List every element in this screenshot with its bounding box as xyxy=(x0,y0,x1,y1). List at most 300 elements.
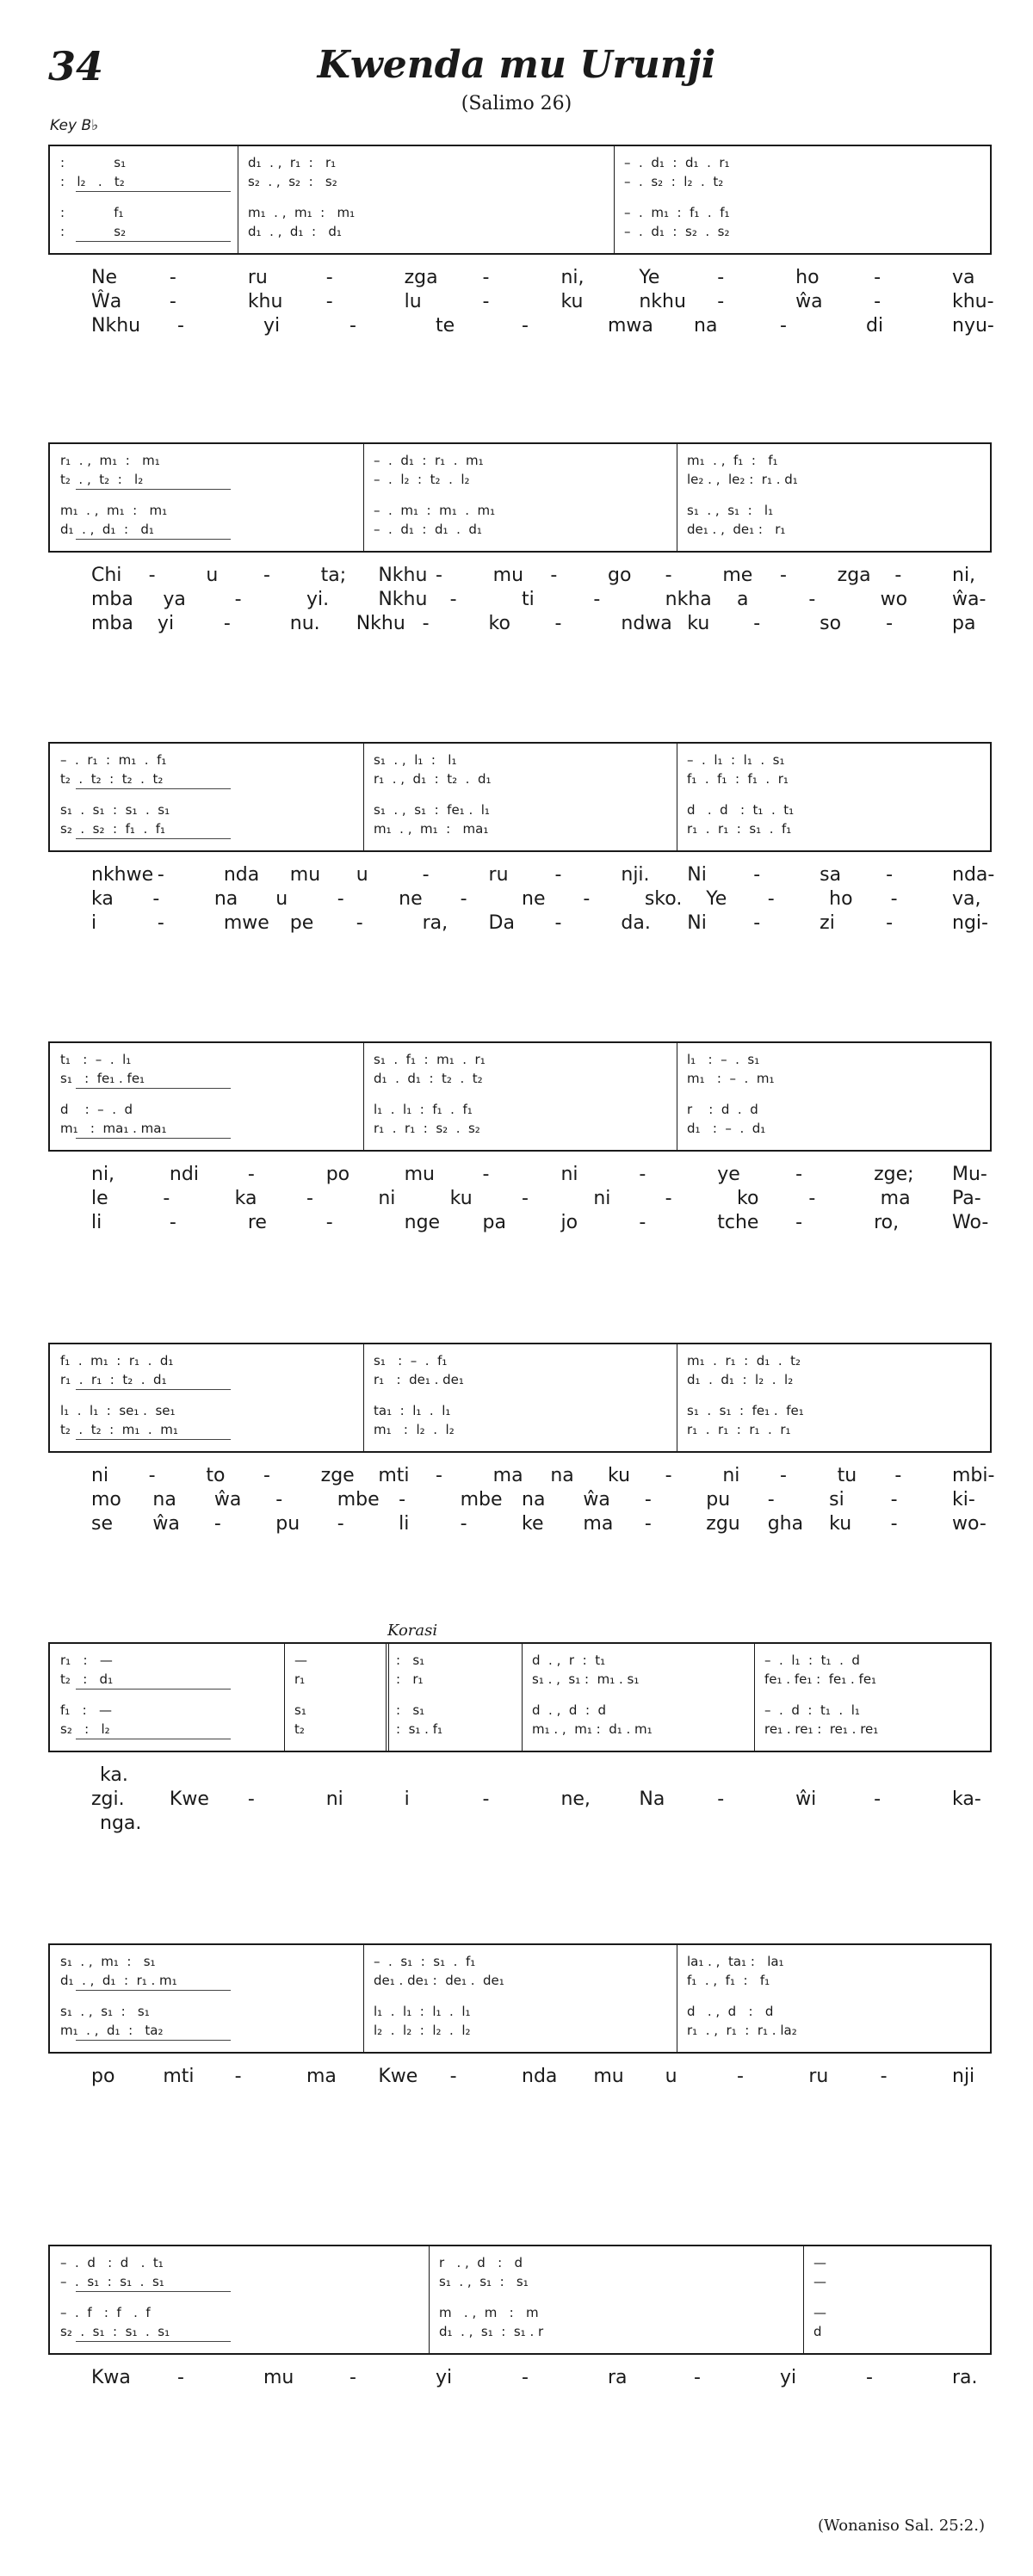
lyric-syllable: yi xyxy=(436,2367,453,2388)
lyric-syllable: ke xyxy=(522,1513,544,1535)
syllable-hyphen: - xyxy=(583,888,591,910)
solfa-staff xyxy=(48,1343,992,1453)
measure-notes: s₁ . f₁ : m₁ . r₁ xyxy=(374,1052,486,1067)
slur-line xyxy=(76,489,231,490)
measure-notes: l₁ . l₁ : l₁ . l₁ xyxy=(374,2004,471,2019)
lyric-syllable: ya xyxy=(163,589,186,610)
lyric-syllable: ŵa xyxy=(583,1489,610,1510)
measure-notes: r . , d : d xyxy=(439,2255,523,2270)
lyric-syllable: ni xyxy=(560,1164,578,1185)
lyric-line xyxy=(48,864,995,888)
lyric-syllable: ra. xyxy=(952,2367,978,2388)
attribution: (Wonaniso Sal. 25:2.) xyxy=(817,2517,985,2535)
lyric-syllable: pa xyxy=(952,613,976,634)
syllable-hyphen: - xyxy=(399,1489,406,1510)
voice-row-tenor xyxy=(50,1702,990,1721)
measure-notes: m₁ : ma₁ . ma₁ xyxy=(60,1121,167,1136)
measure-notes: r₁ : de₁ . de₁ xyxy=(374,1372,464,1387)
lyrics-block xyxy=(48,1465,995,1537)
lyric-syllable: re xyxy=(247,1212,267,1233)
syllable-hyphen: - xyxy=(753,912,761,934)
measure-notes: r₁ . r₁ : r₁ . r₁ xyxy=(687,1422,791,1437)
lyric-syllable: Nkhu xyxy=(91,315,141,337)
measure-notes: s₁ . , l₁ : l₁ xyxy=(374,752,457,768)
solfa-staff xyxy=(48,742,992,852)
voice-row-alto xyxy=(50,472,990,491)
syllable-hyphen: - xyxy=(593,589,601,610)
slur-line xyxy=(76,1138,231,1139)
measure-notes: — xyxy=(813,2305,826,2320)
voice-row-bass xyxy=(50,224,990,243)
measure-notes: : s₁ . f₁ xyxy=(396,1721,443,1737)
measure-notes: r₁ . , m₁ : m₁ xyxy=(60,453,160,468)
measure-notes: le₂ . , le₂ : r₁ . d₁ xyxy=(687,472,798,487)
slur-line xyxy=(76,1990,231,1991)
lyric-syllable: nda xyxy=(522,2066,558,2087)
voice-row-bass xyxy=(50,522,990,541)
measure-notes: de₁ . de₁ : de₁ . de₁ xyxy=(374,1973,504,1988)
key-signature: Key B♭ xyxy=(50,117,99,134)
voice-row-alto xyxy=(50,1671,990,1690)
syllable-hyphen: - xyxy=(482,1788,490,1810)
lyric-syllable: wo- xyxy=(952,1513,987,1535)
measure-notes: s₁ . s₁ : fe₁ . fe₁ xyxy=(687,1403,804,1418)
syllable-hyphen: - xyxy=(795,1164,803,1185)
syllable-hyphen: - xyxy=(665,1188,672,1209)
syllable-hyphen: - xyxy=(223,613,231,634)
measure-notes: – . s₁ : s₁ . f₁ xyxy=(374,1954,476,1969)
measure-notes: s₁ . , s₁ : m₁ . s₁ xyxy=(532,1671,640,1687)
solfa-staff xyxy=(48,2245,992,2355)
syllable-hyphen: - xyxy=(247,1164,255,1185)
slur-line xyxy=(76,1689,231,1690)
lyric-line xyxy=(48,1788,992,1813)
lyric-line xyxy=(48,565,992,589)
measure-notes: – . d₁ : s₂ . s₂ xyxy=(624,224,730,239)
measure-notes: – . d₁ : r₁ . m₁ xyxy=(374,453,484,468)
music-system xyxy=(48,145,992,339)
syllable-hyphen: - xyxy=(717,267,725,288)
syllable-hyphen: - xyxy=(349,315,356,337)
syllable-hyphen: - xyxy=(460,888,467,910)
lyric-syllable: Nkhu xyxy=(378,589,428,610)
solfa-staff xyxy=(48,1642,992,1752)
syllable-hyphen: - xyxy=(808,589,816,610)
measure-notes: d : – . d xyxy=(60,1102,133,1117)
voice-row-soprano xyxy=(50,155,990,174)
syllable-hyphen: - xyxy=(177,315,184,337)
music-system xyxy=(48,742,995,936)
syllable-hyphen: - xyxy=(482,291,490,312)
syllable-hyphen: - xyxy=(169,267,176,288)
measure-notes: – . d : d . t₁ xyxy=(60,2255,164,2270)
lyric-syllable: mu xyxy=(263,2367,294,2388)
measure-notes: s₁ : – . f₁ xyxy=(374,1353,448,1368)
lyric-line xyxy=(48,888,992,912)
lyric-syllable: na xyxy=(213,888,238,910)
measure-notes: – . d₁ : d₁ . d₁ xyxy=(374,522,482,537)
music-system xyxy=(48,1041,992,1236)
solfa-staff xyxy=(48,442,992,553)
slur-line xyxy=(76,241,231,242)
measure-notes: s₂ : l₂ xyxy=(60,1721,110,1737)
lyric-syllable: ni, xyxy=(952,565,976,586)
measure-notes: – . l₂ : t₂ . l₂ xyxy=(374,472,470,487)
lyric-syllable: mbi- xyxy=(952,1465,995,1486)
lyric-syllable: ŵa xyxy=(213,1489,242,1510)
syllable-hyphen: - xyxy=(874,267,881,288)
lyric-syllable: Kwe xyxy=(169,1788,209,1810)
lyric-syllable: pu xyxy=(275,1513,300,1535)
lyric-syllable: ndwa xyxy=(621,613,672,634)
slur-line xyxy=(76,2040,231,2041)
voice-row-bass xyxy=(50,1422,990,1441)
lyric-line xyxy=(48,1164,992,1188)
measure-notes: : r₁ xyxy=(396,1671,424,1687)
measure-notes: : l₂ . t₂ xyxy=(60,174,125,189)
syllable-hyphen: - xyxy=(157,864,164,886)
lyric-syllable: ho xyxy=(829,888,853,910)
slur-line xyxy=(76,788,231,789)
syllable-hyphen: - xyxy=(349,2367,356,2388)
syllable-hyphen: - xyxy=(157,912,164,934)
lyric-syllable: mba xyxy=(91,613,133,634)
measure-notes: ta₁ : l₁ . l₁ xyxy=(374,1403,451,1418)
syllable-hyphen: - xyxy=(890,888,898,910)
lyric-syllable: ra xyxy=(608,2367,628,2388)
lyric-syllable: ku xyxy=(608,1465,631,1486)
measure-notes: – . m₁ : f₁ . f₁ xyxy=(624,205,730,220)
lyric-syllable: mwe xyxy=(223,912,269,934)
measure-notes: d₁ . , d₁ : d₁ xyxy=(248,224,342,239)
lyric-line xyxy=(48,1764,992,1788)
measure-notes: s₁ : fe₁ . fe₁ xyxy=(60,1071,145,1086)
measure-notes: d . , d : d xyxy=(687,2004,774,2019)
measure-notes: m₁ . , m₁ : m₁ xyxy=(60,503,168,518)
syllable-hyphen: - xyxy=(717,1788,725,1810)
measure-notes: t₂ : d₁ xyxy=(60,1671,114,1687)
measure-notes: s₁ . , s₁ : s₁ xyxy=(60,2004,150,2019)
lyrics-block xyxy=(48,1164,992,1236)
lyric-syllable: nge xyxy=(404,1212,441,1233)
voice-row-soprano xyxy=(50,1052,990,1071)
lyric-line xyxy=(48,1513,992,1537)
lyric-syllable: mu xyxy=(289,864,321,886)
voice-row-tenor xyxy=(50,503,990,522)
lyrics-block xyxy=(48,864,995,936)
measure-notes: d . d : t₁ . t₁ xyxy=(687,802,795,818)
lyric-syllable: khu xyxy=(247,291,283,312)
syllable-hyphen: - xyxy=(874,291,881,312)
lyric-syllable: tu xyxy=(837,1465,857,1486)
syllable-hyphen: - xyxy=(767,1489,775,1510)
lyric-syllable: wo xyxy=(880,589,908,610)
measure-notes: f₁ : — xyxy=(60,1702,112,1718)
syllable-hyphen: - xyxy=(665,1465,672,1486)
measure-notes: m₁ . , m₁ : ma₁ xyxy=(374,821,489,837)
lyric-syllable: ngi- xyxy=(952,912,988,934)
solfa-staff xyxy=(48,1943,992,2054)
lyric-syllable: zga xyxy=(404,267,438,288)
lyric-syllable: jo xyxy=(560,1212,578,1233)
syllable-hyphen: - xyxy=(449,589,457,610)
lyric-syllable: u xyxy=(206,565,219,586)
lyric-syllable: na xyxy=(152,1489,176,1510)
lyric-syllable: yi xyxy=(157,613,175,634)
syllable-hyphen: - xyxy=(554,864,562,886)
lyric-syllable: mti xyxy=(378,1465,410,1486)
hymn-number: 34 xyxy=(48,43,104,90)
syllable-hyphen: - xyxy=(694,2367,701,2388)
lyric-syllable: yi xyxy=(780,2367,797,2388)
syllable-hyphen: - xyxy=(460,1513,467,1535)
measure-notes: : s₂ xyxy=(60,224,127,239)
syllable-hyphen: - xyxy=(263,565,270,586)
lyric-syllable: ru xyxy=(808,2066,829,2087)
lyric-syllable: ye xyxy=(717,1164,740,1185)
measure-notes: — xyxy=(813,2274,826,2289)
syllable-hyphen: - xyxy=(234,2066,242,2087)
syllable-hyphen: - xyxy=(554,912,562,934)
lyric-syllable: ki- xyxy=(952,1489,975,1510)
measure-notes: – . d : t₁ . l₁ xyxy=(764,1702,860,1718)
measure-notes: d₁ . , r₁ : r₁ xyxy=(248,155,337,170)
lyric-syllable: gha xyxy=(767,1513,804,1535)
lyric-syllable: li xyxy=(399,1513,410,1535)
measure-notes: t₂ . t₂ : t₂ . t₂ xyxy=(60,771,164,787)
slur-line xyxy=(76,539,231,540)
lyric-syllable: nkhwe xyxy=(91,864,154,886)
voice-row-alto xyxy=(50,1071,990,1090)
voice-row-tenor xyxy=(50,1403,990,1422)
lyric-syllable: li xyxy=(91,1212,102,1233)
measure-notes: d xyxy=(813,2324,822,2339)
lyric-syllable: Na xyxy=(639,1788,665,1810)
measure-notes: re₁ . re₁ : re₁ . re₁ xyxy=(764,1721,879,1737)
measure-notes: : s₁ xyxy=(396,1702,425,1718)
voice-row-tenor xyxy=(50,2004,990,2023)
measure-notes: de₁ . , de₁ : r₁ xyxy=(687,522,786,537)
measure-notes: s₁ . , s₁ : l₁ xyxy=(687,503,774,518)
lyric-line xyxy=(48,613,992,637)
syllable-hyphen: - xyxy=(356,912,363,934)
measure-notes: m₁ . , f₁ : f₁ xyxy=(687,453,778,468)
voice-row-tenor xyxy=(50,1102,990,1121)
lyric-syllable: Kwe xyxy=(378,2066,418,2087)
syllable-hyphen: - xyxy=(213,1513,221,1535)
lyric-syllable: mti xyxy=(163,2066,195,2087)
measure-notes: d₁ . , s₁ : s₁ . r xyxy=(439,2324,544,2339)
voice-row-soprano xyxy=(50,2255,990,2274)
syllable-hyphen: - xyxy=(169,291,176,312)
korasi-label: Korasi xyxy=(387,1622,438,1640)
hymn-title: Kwenda mu Urunji xyxy=(317,43,716,87)
lyric-syllable: le xyxy=(91,1188,108,1209)
lyric-syllable: ŵa- xyxy=(952,589,987,610)
syllable-hyphen: - xyxy=(808,1188,816,1209)
syllable-hyphen: - xyxy=(780,1465,787,1486)
measure-notes: : f₁ xyxy=(60,205,124,220)
syllable-hyphen: - xyxy=(436,1465,442,1486)
lyric-syllable: na xyxy=(550,1465,574,1486)
lyric-syllable: po xyxy=(91,2066,115,2087)
lyric-syllable: ru xyxy=(488,864,509,886)
syllable-hyphen: - xyxy=(886,864,894,886)
syllable-hyphen: - xyxy=(275,1489,283,1510)
lyric-syllable: yi. xyxy=(306,589,330,610)
lyrics-block xyxy=(48,565,992,637)
syllable-hyphen: - xyxy=(234,589,242,610)
measure-notes: r₁ . , r₁ : r₁ . la₂ xyxy=(687,2023,797,2038)
lyric-syllable: pe xyxy=(289,912,314,934)
lyric-syllable: ma xyxy=(880,1188,911,1209)
music-system xyxy=(48,1943,992,2090)
voice-row-tenor xyxy=(50,802,990,821)
measure-notes: r₁ xyxy=(294,1671,306,1687)
syllable-hyphen: - xyxy=(337,1513,344,1535)
measure-notes: r₁ : — xyxy=(60,1652,113,1668)
lyric-syllable: te xyxy=(436,315,455,337)
syllable-hyphen: - xyxy=(780,315,787,337)
lyrics-block xyxy=(48,2367,992,2391)
lyric-syllable: ni, xyxy=(91,1164,115,1185)
syllable-hyphen: - xyxy=(422,613,430,634)
lyric-syllable: Ye xyxy=(706,888,727,910)
lyric-syllable: mbe xyxy=(460,1489,503,1510)
syllable-hyphen: - xyxy=(894,1465,902,1486)
lyric-syllable: Pa- xyxy=(952,1188,981,1209)
syllable-hyphen: - xyxy=(880,2066,888,2087)
lyric-syllable: zgu xyxy=(706,1513,740,1535)
syllable-hyphen: - xyxy=(894,565,902,586)
syllable-hyphen: - xyxy=(639,1164,646,1185)
lyric-syllable: pa xyxy=(482,1212,506,1233)
lyric-syllable: Ni xyxy=(687,912,707,934)
measure-notes: t₂ . t₂ : m₁ . m₁ xyxy=(60,1422,178,1437)
lyric-syllable: yi xyxy=(263,315,281,337)
measure-notes: – . d₁ : d₁ . r₁ xyxy=(624,155,730,170)
lyric-line xyxy=(48,912,992,936)
measure-notes: s₂ . s₂ : f₁ . f₁ xyxy=(60,821,166,837)
syllable-hyphen: - xyxy=(795,1212,803,1233)
syllable-hyphen: - xyxy=(337,888,344,910)
music-system xyxy=(48,1343,995,1537)
lyric-syllable: Mu- xyxy=(952,1164,987,1185)
lyric-line xyxy=(48,2066,992,2090)
syllable-hyphen: - xyxy=(422,864,430,886)
lyric-syllable: ko xyxy=(488,613,510,634)
lyric-syllable: tche xyxy=(717,1212,759,1233)
lyric-syllable: ni xyxy=(91,1465,109,1486)
measure-notes: d . , d : d xyxy=(532,1702,607,1718)
lyric-syllable: nkhu xyxy=(639,291,686,312)
syllable-hyphen: - xyxy=(169,1212,176,1233)
measure-notes: – . l₁ : t₁ . d xyxy=(764,1652,860,1668)
measure-notes: l₁ . l₁ : se₁ . se₁ xyxy=(60,1403,176,1418)
lyric-line xyxy=(48,1188,992,1212)
lyric-syllable: ma xyxy=(583,1513,614,1535)
lyric-syllable: ka. xyxy=(100,1764,128,1786)
syllable-hyphen: - xyxy=(890,1513,898,1535)
lyric-syllable: nga. xyxy=(100,1813,142,1834)
syllable-hyphen: - xyxy=(886,613,894,634)
syllable-hyphen: - xyxy=(522,2367,529,2388)
syllable-hyphen: - xyxy=(737,2066,744,2087)
voice-row-alto xyxy=(50,771,990,790)
lyric-syllable: Ne xyxy=(91,267,117,288)
lyric-syllable: Kwa xyxy=(91,2367,131,2388)
lyric-syllable: u xyxy=(356,864,368,886)
measure-notes: – . s₂ : l₂ . t₂ xyxy=(624,174,724,189)
measure-notes: t₁ : – . l₁ xyxy=(60,1052,132,1067)
lyric-syllable: sa xyxy=(820,864,842,886)
measure-notes: d₁ . , d₁ : r₁ . m₁ xyxy=(60,1973,177,1988)
lyric-syllable: ŵi xyxy=(795,1788,817,1810)
lyric-syllable: da. xyxy=(621,912,651,934)
lyric-line xyxy=(48,1465,995,1489)
music-system xyxy=(48,1642,992,1837)
voice-row-bass xyxy=(50,2324,990,2343)
lyric-syllable: ho xyxy=(795,267,820,288)
lyric-syllable: mwa xyxy=(608,315,653,337)
lyric-syllable: na xyxy=(522,1489,546,1510)
syllable-hyphen: - xyxy=(263,1465,270,1486)
solfa-staff xyxy=(48,1041,992,1152)
syllable-hyphen: - xyxy=(874,1788,881,1810)
syllable-hyphen: - xyxy=(639,1212,646,1233)
voice-row-bass xyxy=(50,1121,990,1140)
syllable-hyphen: - xyxy=(554,613,562,634)
measure-notes: m₁ : – . m₁ xyxy=(687,1071,775,1086)
measure-notes: s₁ xyxy=(294,1702,306,1718)
syllable-hyphen: - xyxy=(306,1188,313,1209)
lyric-syllable: ma xyxy=(306,2066,337,2087)
voice-row-bass xyxy=(50,821,990,840)
measure-notes: d₁ . d₁ : t₂ . t₂ xyxy=(374,1071,483,1086)
measure-notes: r : d . d xyxy=(687,1102,758,1117)
lyric-syllable: me xyxy=(722,565,753,586)
lyric-syllable: Ni xyxy=(687,864,707,886)
syllable-hyphen: - xyxy=(148,565,156,586)
lyric-syllable: zi xyxy=(820,912,835,934)
measure-notes: m₁ . , m₁ : d₁ . m₁ xyxy=(532,1721,653,1737)
lyric-syllable: mo xyxy=(91,1489,121,1510)
lyric-syllable: lu xyxy=(404,291,422,312)
lyric-syllable: zga xyxy=(837,565,871,586)
lyric-syllable: ti xyxy=(522,589,535,610)
lyric-syllable: u xyxy=(275,888,288,910)
syllable-hyphen: - xyxy=(148,1465,156,1486)
measure-notes: r₁ . , d₁ : t₂ . d₁ xyxy=(374,771,492,787)
voice-row-tenor xyxy=(50,205,990,224)
measure-notes: r₁ . r₁ : t₂ . d₁ xyxy=(60,1372,167,1387)
measure-notes: – . l₁ : l₁ . s₁ xyxy=(687,752,785,768)
syllable-hyphen: - xyxy=(163,1188,170,1209)
lyric-syllable: ta; xyxy=(320,565,347,586)
voice-row-tenor xyxy=(50,2305,990,2324)
lyric-line xyxy=(48,315,992,339)
voice-row-bass xyxy=(50,2023,990,2042)
measure-notes: – . r₁ : m₁ . f₁ xyxy=(60,752,167,768)
voice-row-bass xyxy=(50,1721,990,1740)
slur-line xyxy=(76,838,231,839)
lyric-syllable: se xyxy=(91,1513,113,1535)
syllable-hyphen: - xyxy=(449,2066,457,2087)
lyric-syllable: ni xyxy=(378,1188,396,1209)
syllable-hyphen: - xyxy=(890,1489,898,1510)
voice-row-soprano xyxy=(50,1652,990,1671)
syllable-hyphen: - xyxy=(177,2367,184,2388)
